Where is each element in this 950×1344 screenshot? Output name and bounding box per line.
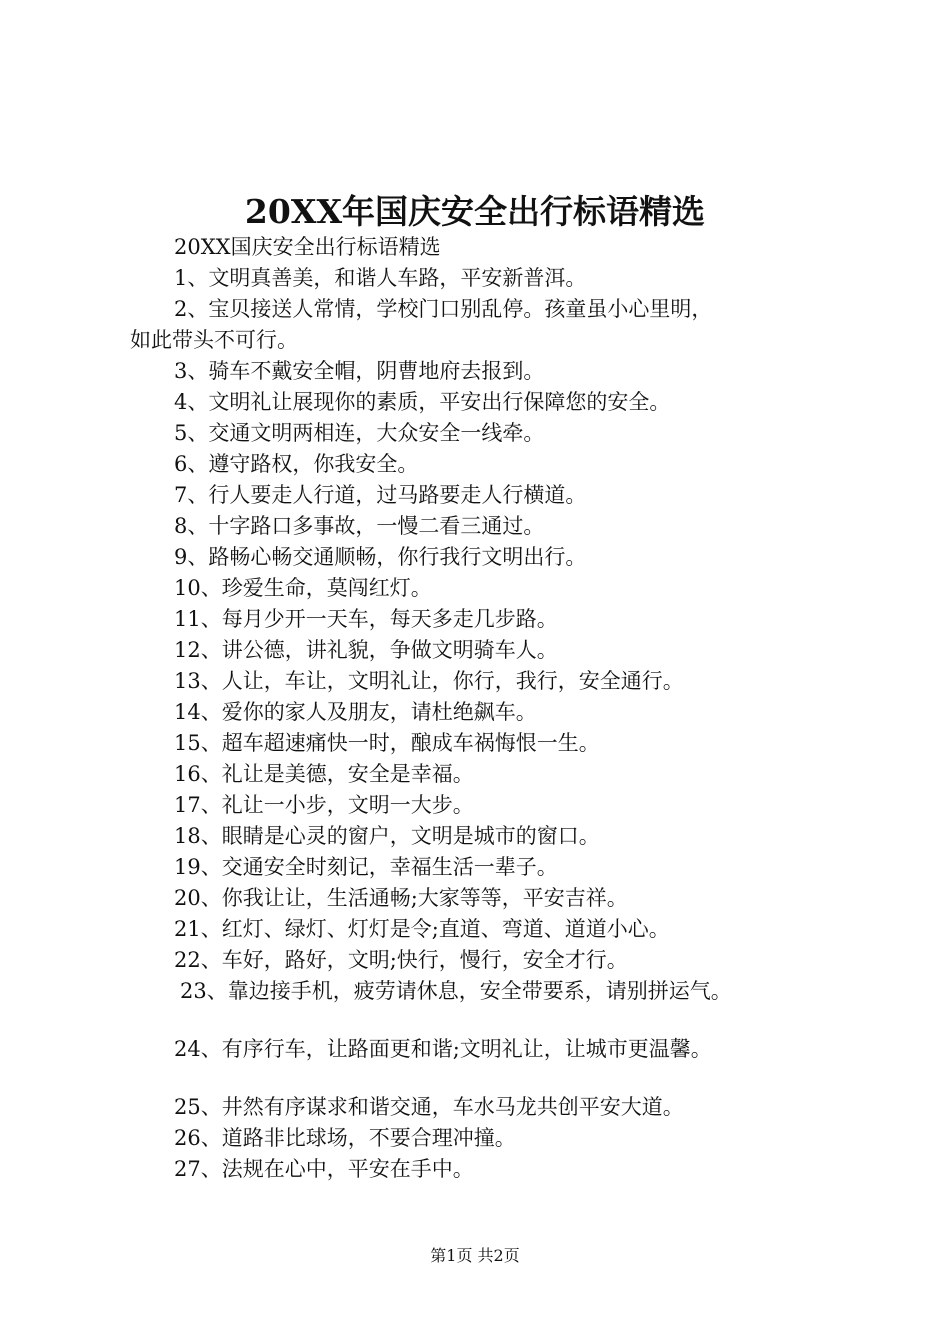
slogan-line: 27、法规在心中，平安在手中。 <box>174 1157 474 1181</box>
slogan-line: 18、眼睛是心灵的窗户，文明是城市的窗口。 <box>174 824 600 848</box>
slogan-line: 4、文明礼让展现你的素质，平安出行保障您的安全。 <box>174 390 671 414</box>
slogan-line: 19、交通安全时刻记，幸福生活一辈子。 <box>174 855 558 879</box>
slogan-line-continuation: 如此带头不可行。 <box>130 328 298 352</box>
slogan-line: 14、爱你的家人及朋友，请杜绝飙车。 <box>174 700 537 724</box>
slogan-line: 1、文明真善美，和谐人车路，平安新普洱。 <box>174 266 587 290</box>
intro-line: 20XX国庆安全出行标语精选 <box>174 235 441 259</box>
document-body <box>130 232 860 1185</box>
slogan-line: 23、靠边接手机，疲劳请休息，安全带要系，请别拼运气。 <box>180 979 732 1003</box>
document-title: 20XX年国庆安全出行标语精选 <box>244 192 706 231</box>
slogan-line: 10、珍爱生命，莫闯红灯。 <box>174 576 432 600</box>
slogan-line: 12、讲公德，讲礼貌，争做文明骑车人。 <box>174 638 558 662</box>
spacer <box>130 1007 860 1034</box>
slogan-line: 3、骑车不戴安全帽，阴曹地府去报到。 <box>174 359 545 383</box>
slogan-line: 25、井然有序谋求和谐交通，车水马龙共创平安大道。 <box>174 1095 684 1119</box>
spacer <box>130 1065 860 1092</box>
slogan-line: 11、每月少开一天车，每天多走几步路。 <box>174 607 558 631</box>
slogan-line: 5、交通文明两相连，大众安全一线牵。 <box>174 421 545 445</box>
slogan-line: 21、红灯、绿灯、灯灯是令;直道、弯道、道道小心。 <box>174 917 670 941</box>
slogan-line: 20、你我让让，生活通畅;大家等等，平安吉祥。 <box>174 886 628 910</box>
slogan-line: 6、遵守路权，你我安全。 <box>174 452 419 476</box>
slogan-line: 8、十字路口多事故，一慢二看三通过。 <box>174 514 545 538</box>
slogan-line: 16、礼让是美德，安全是幸福。 <box>174 762 474 786</box>
slogan-line: 26、道路非比球场，不要合理冲撞。 <box>174 1126 516 1150</box>
slogan-line: 13、人让，车让，文明礼让，你行，我行，安全通行。 <box>174 669 684 693</box>
slogan-line: 9、路畅心畅交通顺畅，你行我行文明出行。 <box>174 545 587 569</box>
slogan-line: 2、宝贝接送人常情，学校门口别乱停。孩童虽小心里明， <box>174 297 713 321</box>
slogan-line: 24、有序行车，让路面更和谐;文明礼让，让城市更温馨。 <box>174 1037 712 1061</box>
slogan-line: 15、超车超速痛快一时，酿成车祸悔恨一生。 <box>174 731 600 755</box>
slogan-line: 7、行人要走人行道，过马路要走人行横道。 <box>174 483 587 507</box>
page-footer: 第1页 共2页 <box>430 1246 520 1265</box>
slogan-line: 17、礼让一小步，文明一大步。 <box>174 793 474 817</box>
slogan-line: 22、车好，路好，文明;快行，慢行，安全才行。 <box>174 948 628 972</box>
